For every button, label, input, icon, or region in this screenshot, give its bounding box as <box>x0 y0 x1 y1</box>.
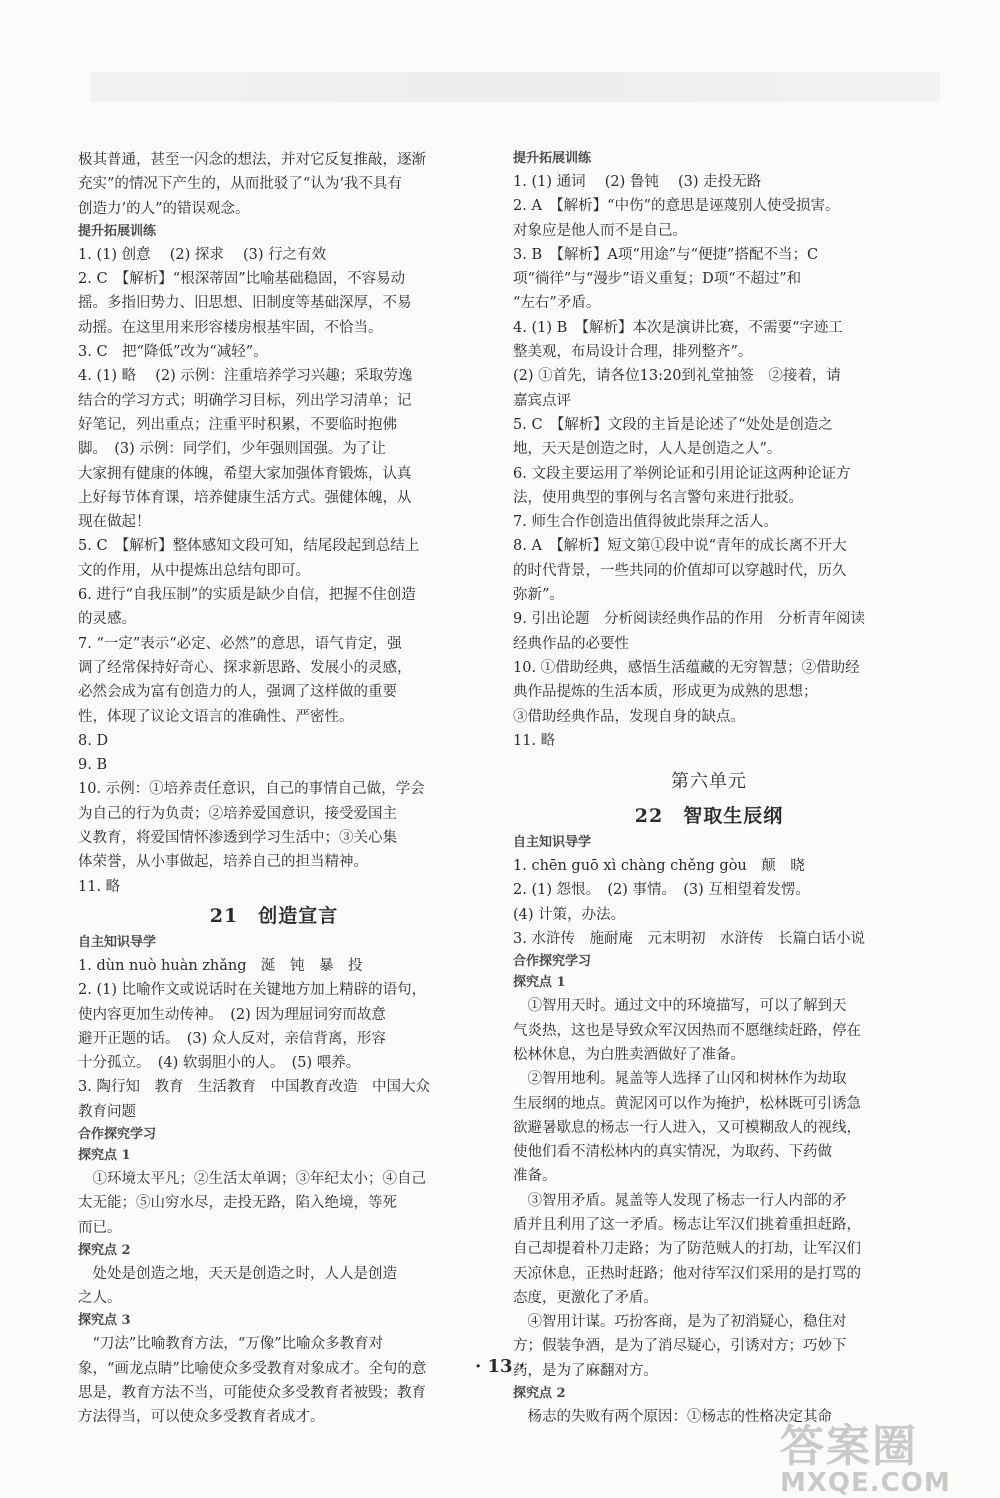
watermark-url: MXQE.COM <box>780 1468 951 1498</box>
text-line: ③智用矛盾。晁盖等人发现了杨志一行人内部的矛 <box>513 1192 847 1209</box>
text-line: 自己却提着朴刀走路；为了防范贼人的打劫，让军汉们 <box>513 1241 861 1258</box>
text-line: 对象应是他人而不是自己。 <box>513 222 687 239</box>
text-line: 现在做起！ <box>78 514 151 531</box>
text-line: ①智用天时。通过文中的环境描写，可以了解到天 <box>513 998 847 1015</box>
text-line: 极其普通，甚至一闪念的想法，并对它反复推敲，逐渐 <box>78 152 426 168</box>
text-line: 摇。多指旧势力、旧思想、旧制度等基础深厚，不易 <box>78 295 412 312</box>
text-line: 地，天天是创造之时，人人是创造之人”。 <box>513 441 782 458</box>
text-line: 2. C 【解析】“根深蒂固”比喻基础稳固，不容易动 <box>78 271 406 288</box>
text-line: 2. A 【解析】“中伤”的意思是诬蔑别人使受损害。 <box>513 198 840 215</box>
text-line: 好笔记，列出重点；注重平时积累，不要临时抱佛 <box>78 416 397 433</box>
section-label: 探究点 1 <box>513 975 566 991</box>
text-line: 3. 陶行知 教育 生活教育 中国教育改造 中国大众 <box>78 1079 430 1096</box>
text-line: 9. B <box>78 757 108 774</box>
text-line: 11. 略 <box>78 878 121 895</box>
unit-title: 第六单元 <box>671 771 747 793</box>
text-line: 十分孤立。 (4) 软弱胆小的人。 (5) 喂养。 <box>78 1055 361 1072</box>
text-line: 义教育，将爱国情怀渗透到学习生活中；③关心集 <box>78 830 397 847</box>
section-label: 自主知识导学 <box>78 934 157 950</box>
text-line: 3. C 把“降低”改为“减轻”。 <box>78 344 268 361</box>
text-line: 法，使用典型的事例与名言警句来进行批驳。 <box>513 489 803 506</box>
text-line: 10. 示例：①培养责任意识，自己的事情自己做，学会 <box>78 781 425 798</box>
text-line: (2) ①首先，请各位13:20到礼堂抽签 ②接着，请 <box>513 368 841 385</box>
text-line: 避开正题的话。 (3) 众人反对，亲信背离，形容 <box>78 1030 386 1047</box>
text-line: ④智用计谋。巧扮客商，是为了初消疑心，稳住对 <box>513 1314 847 1331</box>
text-line: 9. 引出论题 分析阅读经典作品的作用 分析青年阅读 <box>513 611 865 628</box>
text-line: 1. (1) 创意 (2) 探求 (3) 行之有效 <box>78 246 327 263</box>
text-line: ②智用地利。晁盖等人选择了山冈和树林作为劫取 <box>513 1071 847 1088</box>
text-line: 之人。 <box>78 1290 122 1307</box>
text-line: 松林休息，为白胜卖酒做好了准备。 <box>513 1046 745 1063</box>
text-line: 1. (1) 通词 (2) 鲁钝 (3) 走投无路 <box>513 174 762 190</box>
text-line: 文的作用，从中提炼出总结句即可。 <box>78 562 310 579</box>
text-line: 体荣誉，从小事做起，培养自己的担当精神。 <box>78 854 368 871</box>
text-line: 典作品提炼的生活本质，形成更为成熟的思想； <box>513 684 818 701</box>
text-line: 上好每节体育课，培养健康生活方式。强健体魄，从 <box>78 489 412 506</box>
text-line: 经典作品的必要性 <box>513 635 629 652</box>
section-label: 探究点 1 <box>78 1147 131 1163</box>
text-line: 而已。 <box>78 1219 122 1236</box>
left-column <box>78 148 470 1430</box>
text-line: 1. dùn nuò huàn zhǎng 涎 钝 暴 投 <box>78 957 363 974</box>
text-line: 必然会成为富有创造力的人，强调了这样做的重要 <box>78 684 397 701</box>
text-line: 3. 水浒传 施耐庵 元末明初 水浒传 长篇白话小说 <box>513 931 865 948</box>
text-line: 2. (1) 比喻作文或说话时在关键地方加上精辟的语句， <box>78 982 427 999</box>
page-number: · 13 · <box>474 1356 526 1377</box>
right-column <box>513 148 905 1429</box>
text-line: 处处是创造之地，天天是创造之时，人人是创造 <box>78 1265 397 1282</box>
text-line: 的灵感。 <box>78 611 136 628</box>
text-line: 药，是为了麻翻对方。 <box>513 1362 658 1379</box>
faded-header-strip <box>90 72 940 102</box>
lesson-title: 21 创造宣言 <box>209 904 339 927</box>
text-line: 准备。 <box>513 1168 557 1185</box>
text-line: 的时代背景，一些共同的价值却可以穿越时代，历久 <box>513 562 847 579</box>
text-line: (4) 计策，办法。 <box>513 906 626 923</box>
text-line: 弥新”。 <box>513 587 564 604</box>
text-line: 天凉休息，正热时赶路；他对待军汉们采用的是打骂的 <box>513 1265 861 1282</box>
section-label: 探究点 2 <box>78 1242 131 1258</box>
text-line: 盾并且利用了这一矛盾。杨志让军汉们挑着重担赶路， <box>513 1216 861 1233</box>
text-line: 教育问题 <box>78 1103 136 1120</box>
text-line: 7. 师生合作创造出值得彼此崇拜之活人。 <box>513 514 778 531</box>
text-line: 充实”的情况下产生的，从而批驳了“认为‘我不具有 <box>78 176 402 193</box>
text-line: 为自己的行为负责；②培养爱国意识，接受爱国主 <box>78 805 397 822</box>
text-line: 性，体现了议论文语言的准确性、严密性。 <box>78 708 354 725</box>
section-label: 探究点 2 <box>513 1386 566 1402</box>
text-line: 方；假装争酒，是为了消尽疑心，引诱对方；巧妙下 <box>513 1338 847 1355</box>
text-line: 象，“画龙点睛”比喻使众多受教育对象成才。全句的意 <box>78 1360 427 1377</box>
text-line: 项“徜徉”与“漫步”语义重复；D项“不超过”和 <box>513 271 802 288</box>
text-line: 欲避暑歇息的杨志一行人进入，又可模糊敌人的视线， <box>513 1119 861 1136</box>
text-line: 脚。 (3) 示例：同学们，少年强则国强。为了让 <box>78 441 386 458</box>
text-line: 4. (1) B 【解析】本次是演讲比赛，不需要“字迹工 <box>513 319 843 336</box>
lesson-title: 22 智取生辰纲 <box>634 805 784 828</box>
text-line: “刀法”比喻教育方法，“万像”比喻众多教育对 <box>78 1336 384 1353</box>
text-line: ③借助经典作品，发现自身的缺点。 <box>513 708 745 725</box>
text-line: 大家拥有健康的体魄，希望大家加强体育锻炼，认真 <box>78 465 412 482</box>
section-label: 合作探究学习 <box>513 954 592 970</box>
text-line: 2. (1) 怨恨。 (2) 事情。 (3) 互相望着发愣。 <box>513 882 810 899</box>
text-line: 8. A 【解析】短文第①段中说“青年的成长离不开大 <box>513 538 847 555</box>
text-line: 整美观，布局设计合理，排列整齐”。 <box>513 344 753 361</box>
text-line: 使他们看不清松林内的真实情况，为取药、下药做 <box>513 1144 832 1161</box>
text-line: “左右”矛盾。 <box>513 295 601 312</box>
text-line: 结合的学习方式；明确学习目标，列出学习清单；记 <box>78 392 412 409</box>
text-line: 太无能；⑤山穷水尽，走投无路，陷入绝境，等死 <box>78 1195 397 1212</box>
text-line: 7. “一定”表示“必定、必然”的意思，语气肯定，强 <box>78 635 402 652</box>
text-line: 嘉宾点评 <box>513 392 571 409</box>
text-line: 3. B 【解析】A项“用途”与“便捷”搭配不当；C <box>513 246 819 263</box>
text-line: ①环境太平凡；②生活太单调；③年纪太小；④自己 <box>78 1170 426 1187</box>
text-line: 方法得当，可以使众多受教育者成才。 <box>78 1409 325 1426</box>
text-line: 思是，教育方法不当，可能使众多受教育者被毁；教育 <box>78 1385 426 1402</box>
text-line: 10. ①借助经典，感悟生活蕴藏的无穷智慧；②借助经 <box>513 659 860 676</box>
text-line: 6. 文段主要运用了举例论证和引用论证这两种论证方 <box>513 465 851 482</box>
text-line: 气炎热，这也是导致众军汉因热而不愿继续赶路，停在 <box>513 1022 861 1039</box>
section-label: 合作探究学习 <box>78 1126 157 1142</box>
text-line: 生辰纲的地点。黄泥冈可以作为掩护，松林既可引诱急 <box>513 1095 861 1112</box>
text-line: 创造力’的人”的错误观念。 <box>78 200 250 217</box>
section-label: 提升拓展训练 <box>78 223 157 239</box>
text-line: 11. 略 <box>513 732 556 749</box>
section-label: 自主知识导学 <box>513 835 592 851</box>
text-line: 5. C 【解析】文段的主旨是论述了“处处是创造之 <box>513 416 833 433</box>
text-line: 杨志的失败有两个原因：①杨志的性格决定其命 <box>513 1409 832 1426</box>
section-label: 提升拓展训练 <box>513 151 592 166</box>
text-line: 5. C 【解析】整体感知文段可知，结尾段起到总结上 <box>78 538 420 555</box>
watermark-title: 答案圈 <box>780 1421 918 1472</box>
text-line: 使内容更加生动传神。 (2) 因为理屈词穷而故意 <box>78 1006 386 1023</box>
text-line: 6. 进行“自我压制”的实质是缺少自信，把握不住创造 <box>78 587 416 604</box>
text-line: 1. chēn guō xì chàng chěng gòu 颠 晓 <box>513 858 805 875</box>
text-line: 调了经常保持好奇心、探求新思路、发展小的灵感， <box>78 659 412 676</box>
text-line: 动摇。在这里用来形容楼房根基牢固，不恰当。 <box>78 319 383 336</box>
watermark-logo <box>780 1410 951 1498</box>
text-line: 态度，更激化了矛盾。 <box>513 1289 658 1306</box>
section-label: 探究点 3 <box>78 1313 131 1329</box>
text-line: 4. (1) 略 (2) 示例：注重培养学习兴趣；采取劳逸 <box>78 368 413 385</box>
text-line: 8. D <box>78 732 109 749</box>
